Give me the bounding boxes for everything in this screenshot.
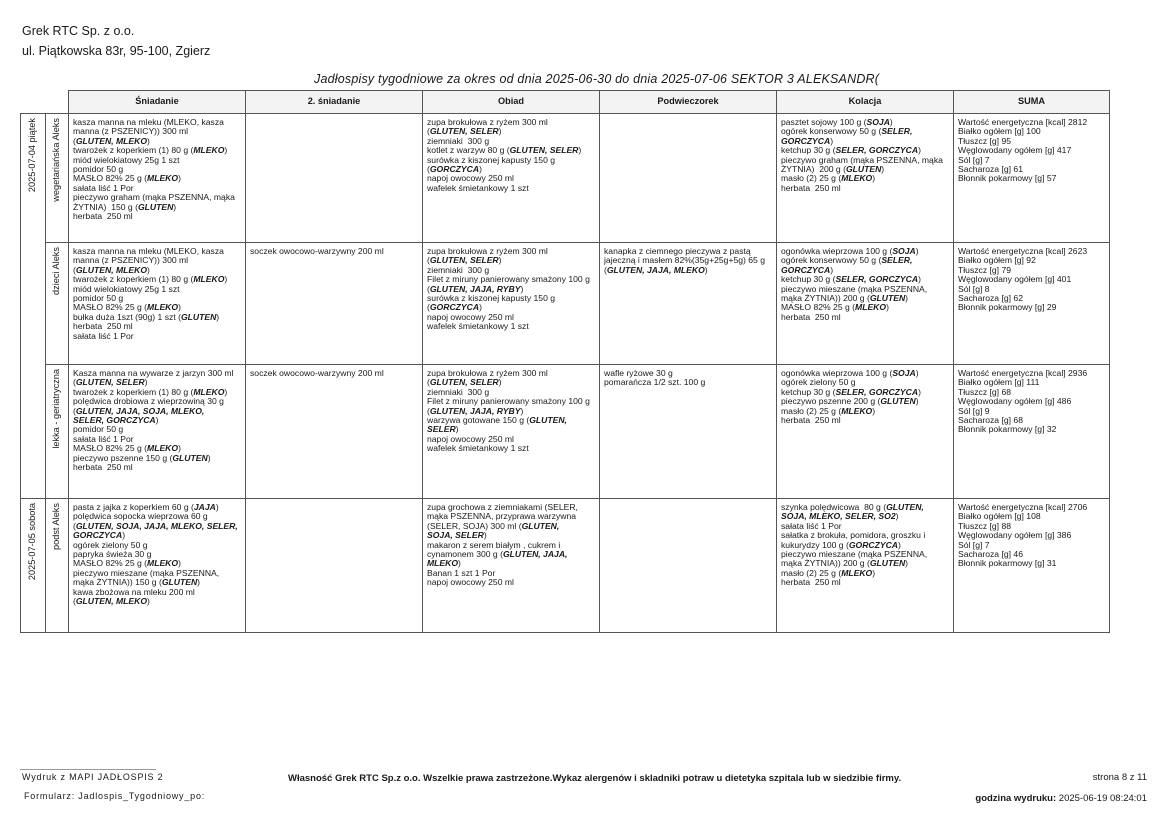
allergen-text: GLUTEN, JAJA, SOJA, MLEKO, (75, 405, 205, 416)
menu-line: SOJA, SELER) (427, 530, 487, 541)
allergen-text: GLUTEN (137, 201, 174, 212)
menu-line: herbata 250 ml (781, 577, 841, 588)
meal-cell-dinner (777, 243, 954, 365)
meal-cell-second-breakfast (246, 365, 423, 499)
meal-cell-lunch (423, 243, 600, 365)
allergen-text: SELER (427, 424, 456, 435)
menu-line: ogórek zielony 50 g (781, 377, 856, 388)
allergen-text: GLUTEN, (886, 502, 924, 512)
allergen-text: GORCZYCA (429, 164, 480, 175)
menu-line: pieczywo pszenne 150 g (GLUTEN) (73, 452, 211, 463)
column-header: Śniadanie (69, 91, 246, 114)
menu-line: kotlet z warzyw 80 g (GLUTEN, SELER) (427, 145, 582, 156)
diet-label-cell (46, 365, 69, 499)
allergen-text: GLUTEN (880, 396, 916, 407)
page-number: strona 8 z 11 (1092, 772, 1147, 783)
menu-line: Tłuszcz [g] 95 (958, 135, 1012, 146)
allergen-text: MLEKO (841, 567, 873, 578)
diet-label-cell (46, 114, 69, 243)
meal-cell-dinner (777, 114, 954, 243)
menu-line: masło (2) 25 g (MLEKO) (781, 567, 876, 578)
table-row (21, 114, 1110, 243)
meal-cell-second-breakfast (246, 114, 423, 243)
header-row (21, 91, 1110, 114)
meal-cell-lunch (423, 499, 600, 633)
menu-line: ogórek konserwowy 50 g (SELER, (781, 255, 913, 266)
allergen-text: GLUTEN, JAJA, RYBY (429, 283, 521, 294)
menu-line: sałata liść 1 Por (73, 433, 134, 444)
menu-line: pieczywo pszenne 200 g (GLUTEN) (781, 396, 919, 407)
menu-line: pieczywo graham (mąka PSZENNA, mąka ŻYTNIA) 200 g (GLUTEN) (781, 154, 946, 175)
allergen-text: MLEKO (147, 173, 179, 184)
print-timestamp (975, 793, 1147, 804)
footer-printed-from: Wydruk z MAPI JADŁOSPIS 2 (22, 772, 164, 782)
menu-line: (GLUTEN, SOJA, JAJA, MLEKO, SELER, (73, 520, 238, 531)
menu-line: GORCZYCA) (781, 264, 834, 275)
menu-line: Węglowodany ogółem [g] 401 (958, 274, 1072, 285)
allergen-text: GLUTEN, MLEKO (75, 596, 148, 607)
menu-line: Wartość energetyczna [kcal] 2812 (958, 117, 1088, 127)
allergen-text: GLUTEN, JAJA, (502, 549, 568, 560)
menu-line: herbata 250 ml (73, 462, 133, 473)
allergen-text: GLUTEN, JAJA, RYBY (429, 405, 521, 416)
footer-notice: Własność Grek RTC Sp.z o.o. Wszelkie prawa zastrzeżone.Wykaz alergenów i skladniki potraw u dietetyka szpitala lub w siedzibie firmy. (288, 773, 902, 784)
menu-line: surówka z kiszonej kapusty 150 g (427, 154, 556, 165)
header-spacer (46, 91, 69, 114)
footer-form-name: Formularz: Jadlospis_Tygodniowy_po: (24, 791, 206, 801)
menu-line: MASŁO 82% 25 g (MLEKO) (73, 558, 181, 569)
allergen-text: GORCZYCA (781, 135, 831, 146)
allergen-text: SOJA (892, 368, 916, 378)
menu-line: pieczywo mieszane (mąka PSZENNA, mąka ŻYTNIA)) 200 g (GLUTEN) (781, 283, 930, 304)
menu-line: soczek owocowo-warzywny 200 ml (250, 368, 384, 378)
menu-line: kawa zbożowa na mleku 200 ml (73, 586, 195, 597)
menu-line: Węglowodany ogółem [g] 417 (958, 145, 1072, 156)
menu-line: zupa grochowa z ziemniakami (SELER, mąka PSZENNA, przyprawa warzywna (SELER, SOJA) 300 ml (GLUTEN, (427, 502, 581, 531)
menu-line: Sól [g] 8 (958, 283, 990, 294)
allergen-text: GORCZYCA (429, 302, 480, 313)
menu-line: GORCZYCA) (73, 530, 126, 541)
allergen-text: GLUTEN (172, 452, 208, 463)
menu-line: wafle ryżowe 30 g (604, 368, 673, 378)
meal-cell-lunch (423, 114, 600, 243)
menu-line: MASŁO 82% 25 g (MLEKO) (781, 302, 889, 313)
meal-cell-dinner (777, 365, 954, 499)
allergen-text: MLEKO (427, 558, 459, 569)
menu-line: ogonówka wieprzowa 100 g (SOJA) (781, 246, 919, 256)
allergen-text: SELER, (881, 126, 913, 137)
menu-line: kasza manna na mleku (MLEKO, kasza manna (z PSZENICY)) 300 ml (73, 117, 227, 137)
menu-line: sałatka z brokuła, pomidora, groszku i kukurydzy 100 g (GORCZYCA) (781, 530, 928, 550)
allergen-text: GLUTEN, (529, 415, 567, 426)
allergen-text: GLUTEN (845, 164, 882, 175)
meal-cell-breakfast (69, 114, 246, 243)
diet-label: lekka - geriatryczna (51, 369, 62, 449)
menu-line: Sacharoza [g] 46 (958, 549, 1023, 560)
menu-line: kanapka z ciemnego pieczywa z pastą jajeczną i masłem 82%(35g+25g+5g) 65 g (GLUTEN, JAJA, MLEKO) (604, 246, 768, 275)
menu-line: ogórek konserwowy 50 g (SELER, (781, 126, 913, 137)
meal-cell-dinner (777, 499, 954, 633)
meal-cell-summary (954, 499, 1110, 633)
menu-line: MASŁO 82% 25 g (MLEKO) (73, 302, 181, 313)
menu-line: ziemniaki 300 g (427, 264, 490, 275)
menu-line: herbata 250 ml (781, 182, 841, 193)
menu-line: SOJA, MLEKO, SELER, SO2) (781, 511, 899, 522)
menu-line: surówka z kiszonej kapusty 150 g (427, 293, 556, 304)
menu-line: ketchup 30 g (SELER, GORCZYCA) (781, 145, 921, 156)
menu-line: wafelek śmietankowy 1 szt (427, 182, 529, 193)
meal-cell-summary (954, 365, 1110, 499)
menu-line: Sacharoza [g] 68 (958, 415, 1023, 426)
menu-line: herbata 250 ml (781, 311, 841, 322)
allergen-text: SOJA, SELER (427, 530, 484, 541)
column-header: Kolacja (777, 91, 954, 114)
allergen-text: MLEKO (147, 558, 179, 569)
menu-line: napoj owocowy 250 ml (427, 173, 514, 184)
allergen-text: GLUTEN, SOJA, JAJA, MLEKO, SELER, (75, 520, 238, 531)
menu-line: napoj owocowy 250 ml (427, 311, 514, 322)
allergen-text: GORCZYCA (73, 530, 123, 541)
menu-line: MLEKO) (427, 558, 461, 569)
menu-line: Kasza manna na wywarze z jarzyn 300 ml (GLUTEN, SELER) (73, 368, 236, 388)
menu-line: pieczywo mieszane (mąka PSZENNA, mąka ŻYTNIA)) 200 g (GLUTEN) (781, 549, 930, 569)
menu-line: zupa brokułowa z ryżem 300 ml (427, 117, 548, 127)
menu-line: Błonnik pokarmowy [g] 31 (958, 558, 1057, 569)
allergen-text: GLUTEN, SELER (429, 126, 499, 137)
diet-label: podst Aleks (51, 503, 62, 550)
allergen-text: SOJA (892, 246, 916, 256)
menu-line: makaron z serem białym , cukrem i cynamonem 300 g (GLUTEN, JAJA, (427, 539, 568, 560)
diet-label: dzieci Aleks (51, 247, 62, 296)
day-label: 2025-07-05 sobota (27, 503, 38, 581)
menu-line: Wartość energetyczna [kcal] 2936 (958, 368, 1088, 378)
allergen-text: GLUTEN, JAJA, MLEKO (606, 264, 705, 275)
menu-line: zupa brokułowa z ryżem 300 ml (427, 246, 548, 256)
menu-line: ogórek zielony 50 g (73, 539, 148, 550)
allergen-text: MLEKO (193, 145, 225, 156)
menu-line: Tłuszcz [g] 88 (958, 520, 1012, 531)
meal-cell-summary (954, 243, 1110, 365)
print-time-label: godzina wydruku: (975, 793, 1057, 804)
menu-line: Wartość energetyczna [kcal] 2623 (958, 246, 1088, 256)
menu-line: pomarańcza 1/2 szt. 100 g (604, 377, 706, 388)
menu-line: sałata liść 1 Por (73, 182, 134, 193)
menu-line: ketchup 30 g (SELER, GORCZYCA) (781, 274, 921, 285)
allergen-text: GORCZYCA (848, 539, 899, 550)
menu-line: herbata 250 ml (73, 321, 133, 332)
menu-line: bułka duża 1szt (90g) 1 szt (GLUTEN) (73, 311, 220, 322)
menu-line: GORCZYCA) (781, 135, 834, 146)
menu-line: polędwica drobiowa z wieprzowiną 30 g (73, 396, 224, 407)
menu-line: Błonnik pokarmowy [g] 57 (958, 173, 1057, 184)
menu-line: polędwica sopocka wieprzowa 60 g (73, 511, 208, 522)
allergen-text: GLUTEN, MLEKO (75, 135, 148, 146)
menu-line: Sól [g] 7 (958, 539, 990, 550)
column-header: Obiad (423, 91, 600, 114)
menu-line: Banan 1 szt 1 Por (427, 567, 496, 578)
diet-label-cell (46, 499, 69, 633)
allergen-text: GLUTEN, SELER (75, 377, 145, 388)
menu-line: pieczywo graham (mąka PSZENNA, mąka ŻYTNIA) 150 g (GLUTEN) (73, 192, 238, 212)
menu-line: (GLUTEN, MLEKO) (73, 135, 150, 146)
menu-line: Błonnik pokarmowy [g] 32 (958, 424, 1057, 435)
allergen-text: GLUTEN, SELER (429, 377, 499, 388)
menu-line: (GORCZYCA) (427, 302, 482, 313)
company-name: Grek RTC Sp. z o.o. (22, 24, 135, 38)
allergen-text: SELER, (881, 255, 913, 266)
footer-divider (20, 769, 156, 770)
table-row (21, 243, 1110, 365)
day-label-cell (21, 499, 46, 633)
report-title: Jadłospisy tygodniowe za okres od dnia 2025-06-30 do dnia 2025-07-06 SEKTOR 3 ALEKSANDR( (314, 72, 880, 86)
menu-line: (GLUTEN, MLEKO) (73, 596, 150, 607)
menu-line: Białko ogółem [g] 108 (958, 511, 1041, 522)
menu-line: Sól [g] 9 (958, 405, 990, 416)
allergen-text: SOJA (866, 117, 890, 127)
menu-line: ziemniaki 300 g (427, 135, 490, 146)
menu-line: pasztet sojowy 100 g (SOJA) (781, 117, 893, 127)
allergen-text: SELER, GORCZYCA (73, 415, 156, 426)
menu-line: Błonnik pokarmowy [g] 29 (958, 302, 1057, 313)
diet-label: wegetariańska Aleks (51, 118, 62, 202)
allergen-text: MLEKO (147, 443, 179, 454)
day-label-cell (21, 114, 46, 499)
diet-label-cell (46, 243, 69, 365)
allergen-text: GLUTEN (869, 558, 906, 569)
allergen-text: MLEKO (147, 302, 179, 313)
menu-line: pomidor 50 g (73, 424, 124, 435)
meal-cell-summary (954, 114, 1110, 243)
menu-line: Węglowodany ogółem [g] 486 (958, 396, 1072, 407)
menu-line: MASŁO 82% 25 g (MLEKO) (73, 443, 181, 454)
meal-cell-snack (600, 114, 777, 243)
menu-line: (GLUTEN, SELER) (427, 126, 502, 137)
allergen-text: GLUTEN, MLEKO (75, 264, 148, 275)
menu-line: SELER, GORCZYCA) (73, 415, 159, 426)
menu-line: ketchup 30 g (SELER, GORCZYCA) (781, 386, 921, 397)
menu-line: papryka świeża 30 g (73, 549, 152, 560)
menu-line: napoj owocowy 250 ml (427, 577, 514, 588)
meal-cell-snack (600, 365, 777, 499)
company-address: ul. Piątkowska 83r, 95-100, Zgierz (22, 44, 211, 58)
meal-cell-breakfast (69, 243, 246, 365)
menu-line: Filet z miruny panierowany smażony 100 g (GLUTEN, JAJA, RYBY) (427, 274, 593, 294)
menu-line: Białko ogółem [g] 111 (958, 377, 1040, 388)
menu-line: miód wielokiatowy 25g 1 szt (73, 283, 180, 294)
menu-line: (GLUTEN, SELER) (427, 255, 502, 266)
allergen-text: SELER, GORCZYCA (835, 145, 919, 156)
menu-line: twarożek z koperkiem (1) 80 g (MLEKO) (73, 274, 228, 285)
menu-line: napoj owocowy 250 ml (427, 433, 514, 444)
menu-line: szynka polędwicowa 80 g (GLUTEN, (781, 502, 924, 512)
menu-line: Sacharoza [g] 61 (958, 164, 1023, 175)
allergen-text: GLUTEN (161, 577, 198, 588)
allergen-text: SELER, GORCZYCA (835, 386, 919, 397)
header-spacer (21, 91, 46, 114)
meal-cell-snack (600, 243, 777, 365)
menu-line: sałata liść 1 Por (781, 520, 842, 531)
column-header: Podwieczorek (600, 91, 777, 114)
column-header: SUMA (954, 91, 1110, 114)
menu-line: miód wielokiatowy 25g 1 szt (73, 154, 180, 165)
allergen-text: GLUTEN, SELER (509, 145, 579, 156)
allergen-text: JAJA (193, 502, 216, 512)
allergen-text: MLEKO (841, 173, 873, 184)
meal-cell-snack (600, 499, 777, 633)
menu-line: Białko ogółem [g] 92 (958, 255, 1036, 266)
menu-line: herbata 250 ml (781, 415, 841, 426)
meal-cell-second-breakfast (246, 243, 423, 365)
menu-line: SELER) (427, 424, 459, 435)
menu-line: pomidor 50 g (73, 293, 124, 304)
menu-line: twarożek z koperkiem (1) 80 g (MLEKO) (73, 386, 228, 397)
meal-cell-lunch (423, 365, 600, 499)
menu-line: Sacharoza [g] 62 (958, 293, 1023, 304)
menu-line: (GLUTEN, JAJA, SOJA, MLEKO, (73, 405, 205, 416)
allergen-text: GLUTEN (869, 293, 906, 304)
allergen-text: GLUTEN (180, 311, 217, 322)
allergen-text: MLEKO (193, 274, 225, 285)
menu-line: masło (2) 25 g (MLEKO) (781, 405, 876, 416)
day-label: 2025-07-04 piątek (27, 118, 38, 193)
allergen-text: SELER, GORCZYCA (835, 274, 919, 285)
allergen-text: MLEKO (855, 302, 887, 313)
menu-line: Tłuszcz [g] 79 (958, 264, 1012, 275)
menu-line: herbata 250 ml (73, 211, 133, 222)
menu-table (20, 90, 1110, 633)
allergen-text: MLEKO (841, 405, 873, 416)
menu-line: (GLUTEN, MLEKO) (73, 264, 150, 275)
allergen-text: MLEKO (193, 386, 225, 397)
allergen-text: SOJA, MLEKO, SELER, SO2 (781, 511, 896, 522)
menu-line: pieczywo mieszane (mąka PSZENNA, mąka ŻYTNIA)) 150 g (GLUTEN) (73, 567, 222, 588)
menu-line: Białko ogółem [g] 100 (958, 126, 1041, 137)
menu-line: zupa brokułowa z ryżem 300 ml (427, 368, 548, 378)
menu-line: (GLUTEN, SELER) (427, 377, 502, 388)
menu-line: twarożek z koperkiem (1) 80 g (MLEKO) (73, 145, 228, 156)
allergen-text: GLUTEN, (521, 520, 560, 531)
print-time-value: 2025-06-19 08:24:01 (1058, 793, 1147, 804)
menu-line: pasta z jajka z koperkiem 60 g (JAJA) (73, 502, 219, 512)
menu-line: ogonówka wieprzowa 100 g (SOJA) (781, 368, 919, 378)
meal-cell-breakfast (69, 365, 246, 499)
menu-line: ziemniaki 300 g (427, 386, 490, 397)
menu-line: warzywa gotowane 150 g (GLUTEN, (427, 415, 567, 426)
table-row (21, 499, 1110, 633)
menu-line: Tłuszcz [g] 68 (958, 386, 1012, 397)
allergen-text: GLUTEN, SELER (429, 255, 499, 266)
column-header: 2. śniadanie (246, 91, 423, 114)
allergen-text: GORCZYCA (781, 264, 831, 275)
menu-line: kasza manna na mleku (MLEKO, kasza manna (z PSZENICY)) 300 ml (73, 246, 227, 266)
menu-line: Węglowodany ogółem [g] 386 (958, 530, 1072, 541)
menu-line: MASŁO 82% 25 g (MLEKO) (73, 173, 181, 184)
table-row (21, 365, 1110, 499)
menu-line: soczek owocowo-warzywny 200 ml (250, 246, 384, 256)
menu-line: masło (2) 25 g (MLEKO) (781, 173, 876, 184)
menu-line: Sól [g] 7 (958, 154, 990, 165)
menu-line: (GORCZYCA) (427, 164, 482, 175)
menu-line: Wartość energetyczna [kcal] 2706 (958, 502, 1088, 512)
meal-cell-breakfast (69, 499, 246, 633)
meal-cell-second-breakfast (246, 499, 423, 633)
menu-line: wafelek śmietankowy 1 szt (427, 321, 529, 332)
menu-line: wafelek śmietankowy 1 szt (427, 443, 529, 454)
menu-line: pomidor 50 g (73, 164, 124, 175)
menu-line: sałata liść 1 Por (73, 330, 134, 341)
menu-line: Filet z miruny panierowany smażony 100 g (GLUTEN, JAJA, RYBY) (427, 396, 593, 416)
